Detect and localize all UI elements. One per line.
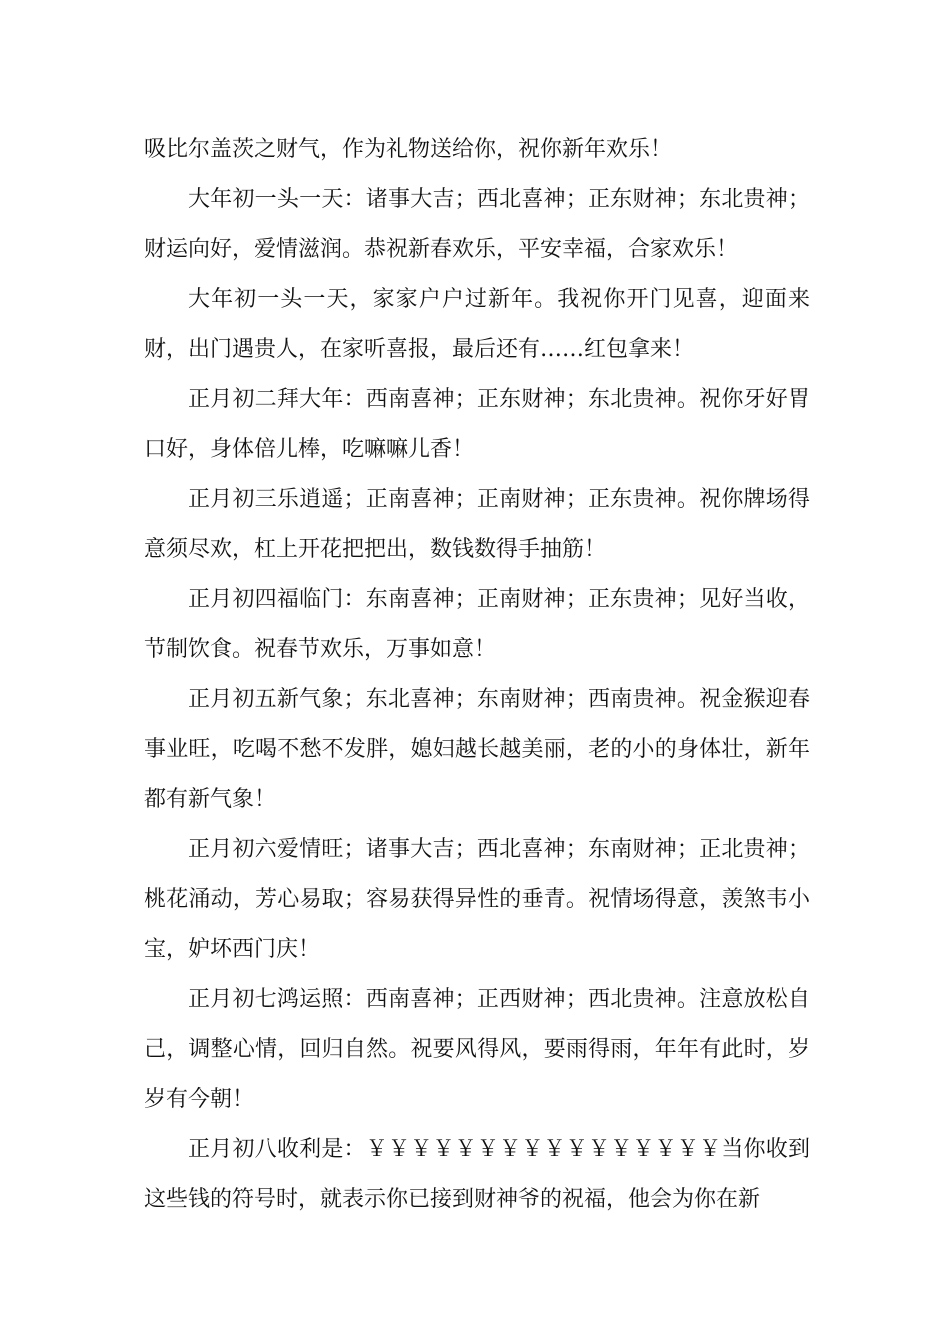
paragraph-3: 大年初一头一天，家家户户过新年。我祝你开门见喜，迎面来财，出门遇贵人，在家听喜报，最后还有……红包拿来！ [144, 287, 810, 362]
paragraph-9: 正月初七鸿运照：西南喜神；正西财神；西北贵神。注意放松自己，调整心情，回归自然。祝要风得风，要雨得雨，年年有此时，岁岁有今朝！ [144, 987, 810, 1112]
paragraph-6: 正月初四福临门：东南喜神；正南财神；正东贵神；见好当收，节制饮食。祝春节欢乐，万事如意！ [144, 587, 810, 662]
document-body [144, 125, 810, 1225]
paragraph-2: 大年初一头一天：诸事大吉；西北喜神；正东财神；东北贵神；财运向好，爱情滋润。恭祝新春欢乐，平安幸福，合家欢乐！ [144, 187, 810, 262]
paragraph-8: 正月初六爱情旺；诸事大吉；西北喜神；东南财神；正北贵神；桃花涌动，芳心易取；容易获得异性的垂青。祝情场得意，羡煞韦小宝，妒坏西门庆！ [144, 837, 810, 962]
paragraph-1: 吸比尔盖茨之财气，作为礼物送给你，祝你新年欢乐！ [144, 137, 673, 162]
paragraph-5: 正月初三乐逍遥；正南喜神；正南财神；正东贵神。祝你牌场得意须尽欢，杠上开花把把出，数钱数得手抽筋！ [144, 487, 810, 562]
paragraph-7: 正月初五新气象；东北喜神；东南财神；西南贵神。祝金猴迎春事业旺，吃喝不愁不发胖，媳妇越长越美丽，老的小的身体壮，新年都有新气象！ [144, 687, 810, 812]
paragraph-10: 正月初八收利是：￥￥￥￥￥￥￥￥￥￥￥￥￥￥￥￥当你收到这些钱的符号时，就表示你已接到财神爷的祝福，他会为你在新 [144, 1137, 810, 1212]
paragraph-4: 正月初二拜大年：西南喜神；正东财神；东北贵神。祝你牙好胃口好，身体倍儿棒，吃嘛嘛儿香！ [144, 387, 810, 462]
